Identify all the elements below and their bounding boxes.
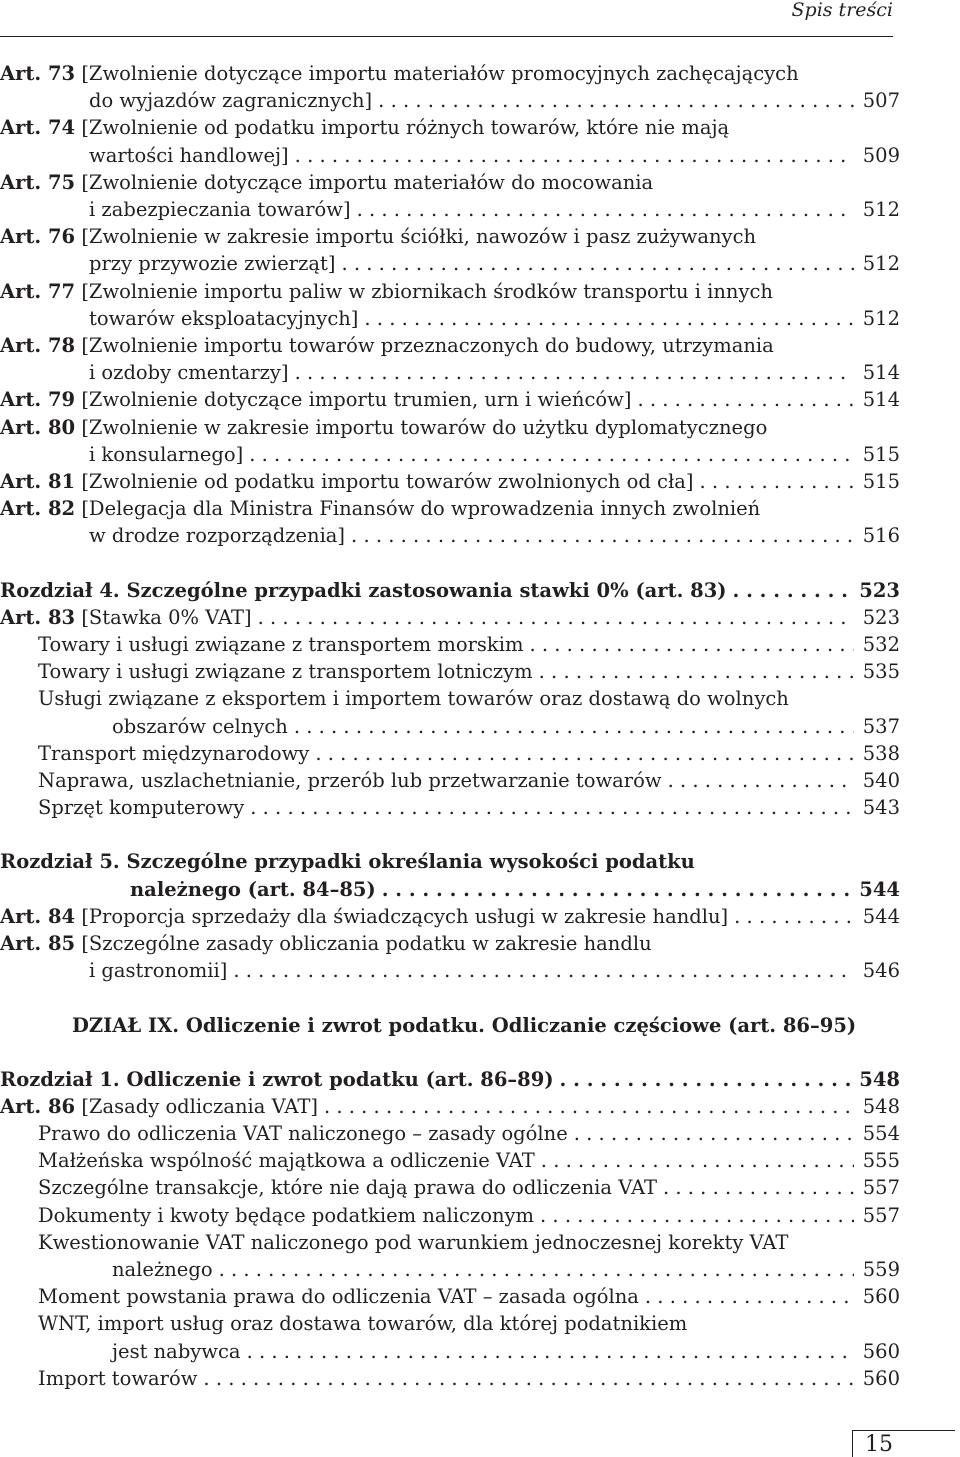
toc-entry-text: [38, 1283, 639, 1310]
toc-entry-line: [38, 1256, 900, 1283]
page-ref: 512: [862, 252, 900, 276]
toc-entry[interactable]: [0, 1066, 900, 1093]
toc-entry-line: [38, 1147, 900, 1174]
leader-dots: [378, 87, 854, 114]
toc-entry[interactable]: [0, 1229, 900, 1283]
toc-entry[interactable]: [0, 169, 900, 223]
leader-dots: [734, 903, 854, 930]
toc-entry-title: Rozdział 4. Szczególne przypadki zastosowania stawki 0% (art. 83): [0, 578, 727, 602]
section-gap: [0, 1039, 900, 1066]
page-ref: 543: [862, 796, 900, 820]
toc-entry-line: [0, 414, 900, 441]
toc-entry[interactable]: [0, 740, 900, 767]
toc-entry-line: [38, 740, 900, 767]
toc-entry-text: [0, 386, 631, 413]
toc-entry-line: [0, 60, 900, 87]
section-gap: [0, 550, 900, 577]
toc-entry-line: [0, 930, 900, 957]
article-number: Art. 84: [0, 904, 76, 928]
footer-rule-vertical: [852, 1430, 853, 1457]
leader-dots: [233, 957, 854, 984]
toc-entry-line: [38, 1310, 900, 1337]
leader-dots: [295, 359, 854, 386]
toc-entry-text: [0, 278, 773, 305]
page-ref: 544: [862, 904, 900, 928]
article-number: Art. 73: [0, 62, 76, 85]
toc-entry-line: [38, 767, 900, 794]
toc-entry-title: [Szczególne zasady obliczania podatku w zakresie handlu: [81, 932, 652, 956]
toc-entry-text: [112, 713, 288, 740]
toc-entry-line: [0, 468, 900, 495]
toc-entry-title: Dokumenty i kwoty będące podatkiem naliczonym: [38, 1203, 535, 1227]
toc-entry-line: [0, 169, 900, 196]
toc-entry-text: [0, 604, 252, 631]
toc-entry-text: [38, 794, 244, 821]
toc-entry-text: [112, 1338, 241, 1365]
toc-entry-text: [38, 740, 309, 767]
toc-entry-line: [38, 713, 900, 740]
toc-entry-title: [Zwolnienie od podatku importu różnych towarów, które nie mają: [81, 116, 730, 140]
toc-entry-line: [0, 87, 900, 114]
article-number: Art. 83: [0, 605, 76, 629]
leader-dots: [663, 1174, 854, 1201]
toc-entry-text: [38, 1310, 687, 1337]
toc-entry-title: przy przywozie zwierząt]: [89, 252, 336, 276]
toc-entry-title: towarów eksploatacyjnych]: [89, 306, 359, 330]
page-ref: 540: [862, 769, 900, 793]
toc-entry-line: [38, 1202, 900, 1229]
toc-entry[interactable]: [0, 1093, 900, 1120]
toc-entry-text: [38, 1174, 657, 1201]
toc-entry-title: [Zwolnienie dotyczące importu trumien, urn i wieńców]: [81, 388, 632, 412]
page-ref: 507: [862, 89, 900, 113]
toc-entry-title: w drodze rozporządzenia]: [89, 524, 346, 548]
page-ref: 538: [862, 741, 900, 765]
leader-dots: [258, 604, 854, 631]
toc-entry-title: [Zwolnienie w zakresie importu ściółki, nawozów i pasz zużywanych: [81, 225, 757, 249]
toc-entry-line: [0, 223, 900, 250]
footer-rule: [852, 1430, 955, 1431]
toc-entry-title: [Zwolnienie dotyczące importu materiałów promocyjnych zachęcających: [81, 62, 799, 85]
toc-entry-title: [Zasady odliczania VAT]: [81, 1094, 318, 1118]
toc-entry-title: Transport międzynarodowy: [38, 741, 310, 765]
toc-entry-text: [38, 685, 789, 712]
toc-entry-line: [0, 495, 900, 522]
toc-entry-text: [0, 414, 767, 441]
article-number: Art. 76: [0, 225, 76, 249]
leader-dots: [700, 468, 854, 495]
toc-entry-text: [89, 522, 345, 549]
toc-entry-title: i gastronomii]: [89, 959, 228, 983]
toc-entry-text: [0, 495, 760, 522]
page-ref: 532: [862, 633, 900, 657]
toc-entry-line: [0, 848, 900, 875]
toc-entry[interactable]: [0, 1120, 900, 1147]
leader-dots: [560, 1066, 854, 1093]
toc-entry[interactable]: [0, 495, 900, 549]
page-ref: 535: [862, 660, 900, 684]
article-number: Art. 79: [0, 388, 76, 412]
toc-entry-line: [0, 522, 900, 549]
toc-entry-text: [0, 577, 727, 604]
page-ref: 557: [862, 1176, 900, 1200]
toc-entry-text: [38, 1229, 788, 1256]
leader-dots: [382, 876, 854, 903]
toc-entry-text: [130, 876, 376, 903]
toc-entry-line: [38, 1365, 900, 1392]
toc-entry[interactable]: [0, 794, 900, 821]
toc-entry-line: [38, 658, 900, 685]
toc-entry-title: [Zwolnienie od podatku importu towarów zwolnionych od cła]: [81, 470, 694, 494]
toc-entry[interactable]: [0, 414, 900, 468]
toc-entry-text: [0, 1093, 318, 1120]
toc-entry-text: [89, 142, 289, 169]
toc-entry-title: Towary i usługi związane z transportem lotniczym: [38, 660, 533, 684]
toc-entry-text: [89, 957, 227, 984]
page-ref: 559: [862, 1257, 900, 1281]
toc-entry-text: [38, 631, 523, 658]
toc-entry-title: Małżeńska wspólność majątkowa a odliczenie VAT: [38, 1149, 535, 1173]
toc-entry-title: Rozdział 5. Szczególne przypadki określania wysokości podatku: [0, 850, 695, 874]
article-number: Art. 85: [0, 932, 76, 956]
page-ref: 554: [862, 1121, 900, 1145]
toc-entry-text: [0, 1066, 554, 1093]
toc-entry[interactable]: [0, 930, 900, 984]
toc-entry-line: [38, 1174, 900, 1201]
toc-entry-text: [89, 359, 289, 386]
toc-entry-title: [Zwolnienie w zakresie importu towarów do użytku dyplomatycznego: [81, 415, 768, 439]
page-ref: 560: [862, 1366, 900, 1390]
page-ref: 544: [859, 877, 900, 901]
page-ref: 515: [862, 442, 900, 466]
leader-dots: [364, 305, 854, 332]
leader-dots: [341, 250, 854, 277]
article-number: Art. 86: [0, 1094, 76, 1118]
toc-entry-line: [0, 114, 900, 141]
toc-entry[interactable]: [0, 1310, 900, 1364]
toc-entry-text: [0, 60, 799, 87]
toc-entry-title: Usługi związane z eksportem i importem towarów oraz dostawą do wolnych: [38, 687, 789, 711]
toc-entry-title: [Zwolnienie dotyczące importu materiałów do mocowania: [81, 170, 654, 194]
leader-dots: [645, 1283, 854, 1310]
article-number: Art. 78: [0, 334, 76, 358]
toc-entry[interactable]: [0, 604, 900, 631]
toc-entry-text: [0, 114, 729, 141]
leader-dots: [219, 1256, 854, 1283]
toc-entry-line: [38, 1120, 900, 1147]
toc-entry[interactable]: [0, 577, 900, 604]
leader-dots: [637, 386, 854, 413]
toc-entry-title: Import towarów: [38, 1366, 198, 1390]
toc-entry-title: obszarów celnych: [112, 714, 288, 738]
toc-entry-text: [89, 305, 358, 332]
leader-dots: [541, 1147, 854, 1174]
leader-dots: [203, 1365, 854, 1392]
page-ref: 560: [862, 1285, 900, 1309]
division-heading: DZIAŁ IX. Odliczenie i zwrot podatku. Odliczanie częściowe (art. 86–95): [72, 1013, 857, 1037]
toc-entry-title: i konsularnego]: [89, 442, 244, 466]
toc-entry-title: Szczególne transakcje, które nie dają prawa do odliczenia VAT: [38, 1176, 657, 1200]
leader-dots: [250, 794, 854, 821]
leader-dots: [733, 577, 854, 604]
leader-dots: [668, 767, 854, 794]
toc-entry[interactable]: [0, 332, 900, 386]
toc-entry-line: [0, 196, 900, 223]
toc-entry-line: [38, 631, 900, 658]
leader-dots: [540, 1202, 854, 1229]
section-gap: [0, 985, 900, 1012]
article-number: Art. 77: [0, 279, 76, 303]
toc-entry-title: [Proporcja sprzedaży dla świadczących usługi w zakresie handlu]: [81, 904, 729, 928]
toc-entry-title: jest nabywca: [112, 1339, 241, 1363]
toc-entry[interactable]: [0, 1147, 900, 1174]
toc-entry-text: [38, 658, 533, 685]
toc-entry-line: [0, 441, 900, 468]
toc-entry-text: [0, 332, 774, 359]
toc-entry[interactable]: [0, 468, 900, 495]
toc-entry[interactable]: [0, 685, 900, 739]
page-number: 15: [865, 1432, 893, 1457]
table-of-contents: [0, 60, 900, 1392]
page-ref: 515: [862, 470, 900, 494]
leader-dots: [351, 522, 854, 549]
toc-entry-text: [0, 930, 652, 957]
toc-entry[interactable]: [0, 1202, 900, 1229]
toc-entry[interactable]: [0, 60, 900, 114]
leader-dots: [294, 713, 854, 740]
toc-entry-text: [0, 468, 694, 495]
running-header: [0, 0, 893, 25]
toc-entry-text: [38, 1365, 197, 1392]
toc-entry-line: [0, 876, 900, 903]
toc-entry-title: do wyjazdów zagranicznych]: [89, 89, 373, 113]
article-number: Art. 74: [0, 116, 76, 140]
running-title: Spis treści: [791, 0, 893, 21]
toc-entry-title: [Delegacja dla Ministra Finansów do wprowadzenia innych zwolnień: [81, 497, 761, 521]
toc-entry[interactable]: [0, 278, 900, 332]
toc-entry-title: Naprawa, uszlachetnianie, przerób lub przetwarzanie towarów: [38, 769, 662, 793]
toc-entry-line: [0, 604, 900, 631]
toc-entry-title: [Zwolnienie importu towarów przeznaczonych do budowy, utrzymania: [81, 334, 774, 358]
toc-entry-text: [0, 223, 756, 250]
toc-entry-title: Rozdział 1. Odliczenie i zwrot podatku (art. 86–89): [0, 1067, 554, 1091]
toc-entry-line: [38, 1229, 900, 1256]
toc-entry[interactable]: [0, 1174, 900, 1201]
page-ref: 546: [862, 959, 900, 983]
toc-entry[interactable]: [0, 903, 900, 930]
toc-entry[interactable]: [0, 767, 900, 794]
toc-entry-line: [0, 278, 900, 305]
toc-entry-text: [89, 250, 335, 277]
toc-entry-text: [0, 848, 695, 875]
toc-entry-title: Kwestionowanie VAT naliczonego pod warunkiem jednoczesnej korekty VAT: [38, 1230, 789, 1254]
toc-entry-title: wartości handlowej]: [89, 143, 289, 167]
toc-entry[interactable]: [0, 848, 900, 902]
toc-entry-line: [0, 305, 900, 332]
toc-entry-title: i zabezpieczania towarów]: [89, 198, 351, 222]
page-ref: 560: [862, 1339, 900, 1363]
toc-entry-line: [38, 1283, 900, 1310]
toc-entry-text: [0, 169, 653, 196]
toc-entry-text: [89, 87, 372, 114]
toc-entry[interactable]: [0, 1365, 900, 1392]
toc-entry-line: [0, 957, 900, 984]
toc-entry-text: [89, 441, 243, 468]
section-gap: [0, 821, 900, 848]
toc-entry-title: [Zwolnienie importu paliw w zbiornikach środków transportu i innych: [81, 279, 773, 303]
leader-dots: [249, 441, 854, 468]
toc-entry-title: Moment powstania prawa do odliczenia VAT – zasada ogólna: [38, 1285, 639, 1309]
toc-entry-line: [0, 1066, 900, 1093]
page-ref: 512: [862, 306, 900, 330]
page-ref: 537: [862, 714, 900, 738]
toc-entry-title: należnego: [112, 1257, 213, 1281]
article-number: Art. 81: [0, 470, 76, 494]
toc-entry-title: należnego (art. 84–85): [130, 877, 376, 901]
toc-entry-line: [0, 142, 900, 169]
toc-entry-line: [38, 1338, 900, 1365]
page-ref: 509: [862, 143, 900, 167]
leader-dots: [247, 1338, 854, 1365]
toc-entry-title: WNT, import usług oraz dostawa towarów, dla której podatnikiem: [38, 1312, 688, 1336]
leader-dots: [315, 740, 854, 767]
page-ref: 548: [859, 1067, 900, 1091]
toc-entry[interactable]: [0, 114, 900, 168]
toc-entry-title: Towary i usługi związane z transportem morskim: [38, 633, 524, 657]
leader-dots: [539, 658, 854, 685]
page-ref: 514: [862, 388, 900, 412]
toc-entry-text: [38, 1147, 535, 1174]
toc-entry[interactable]: [0, 658, 900, 685]
toc-entry[interactable]: [0, 223, 900, 277]
toc-entry-title: Sprzęt komputerowy: [38, 796, 245, 820]
toc-entry-line: [0, 332, 900, 359]
toc-entry-line: [0, 359, 900, 386]
toc-entry-text: [38, 1202, 534, 1229]
page-ref: 523: [859, 578, 900, 602]
toc-entry-text: [89, 196, 351, 223]
leader-dots: [324, 1093, 854, 1120]
article-number: Art. 75: [0, 170, 76, 194]
leader-dots: [295, 142, 854, 169]
leader-dots: [529, 631, 854, 658]
page-ref: 555: [862, 1149, 900, 1173]
toc-entry-text: [38, 767, 662, 794]
toc-entry-title: Prawo do odliczenia VAT naliczonego – zasady ogólne: [38, 1121, 568, 1145]
page-ref: 557: [862, 1203, 900, 1227]
toc-entry[interactable]: [0, 386, 900, 413]
page-ref: 512: [862, 198, 900, 222]
leader-dots: [357, 196, 854, 223]
toc-entry-text: [38, 1120, 568, 1147]
toc-entry-text: [0, 903, 728, 930]
article-number: Art. 80: [0, 415, 76, 439]
toc-entry-line: [0, 903, 900, 930]
toc-entry-title: [Stawka 0% VAT]: [81, 605, 252, 629]
header-rule: [0, 36, 893, 37]
toc-entry-title: i ozdoby cmentarzy]: [89, 361, 289, 385]
toc-entry-line: [38, 794, 900, 821]
toc-entry-line: [0, 386, 900, 413]
page-ref: 523: [862, 605, 900, 629]
page-ref: 516: [862, 524, 900, 548]
leader-dots: [574, 1120, 854, 1147]
toc-entry-line: [0, 1093, 900, 1120]
toc-entry[interactable]: [0, 1283, 900, 1310]
page-ref: 514: [862, 361, 900, 385]
article-number: Art. 82: [0, 497, 76, 521]
toc-entry-line: [0, 577, 900, 604]
toc-entry-text: [112, 1256, 213, 1283]
toc-entry[interactable]: [0, 631, 900, 658]
toc-entry-line: [0, 250, 900, 277]
page-ref: 548: [862, 1094, 900, 1118]
toc-entry-line: [38, 685, 900, 712]
